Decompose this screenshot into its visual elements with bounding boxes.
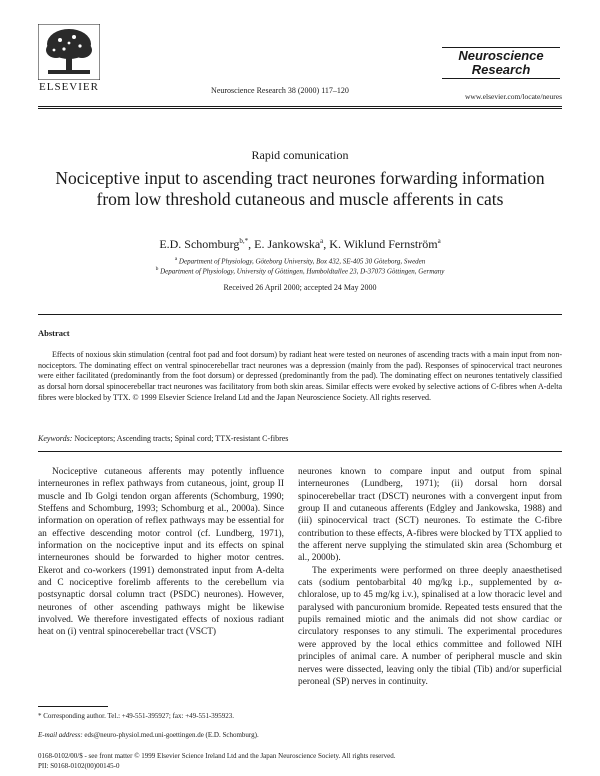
author-name: E.D. Schomburg [159, 237, 240, 251]
affiliation-sup: a [174, 256, 178, 262]
header-divider-2 [38, 108, 562, 109]
body-paragraph: The experiments were performed on three deeply anaesthetised cats (sodium pentobarbital 40 mg/kg i.p., supplemented by α-chloralose, up to 45 mg/kg i.v.), spinalised at a low thoracic level and paralysed with pancuronium bromide. Repeated tests ensured that the pupils remained miotic and the animals did not show cardiac or circulatory responses to any stimuli. The experimental procedures were approved by the local ethics committee and followed NIH principles of animal care. A number of peripheral muscle and skin nerves were dissected, leaving only the tibial (Tib) and/or superficial peroneal (SP) nerves in continuity. [298, 565, 562, 687]
affiliation-sup: b [155, 266, 159, 272]
journal-logo-line2: Research [471, 62, 531, 77]
author-name: K. Wiklund Fernström [329, 237, 438, 251]
abstract-heading: Abstract [38, 328, 70, 338]
elsevier-logo [38, 24, 100, 94]
body-paragraph: neurones known to compare input and output from spinal interneurones (Lundberg, 1971); (ii) dorsal horn dorsal spinocerebellar tract (DSCT) neurones with a convergent input from group II and cutaneous afferents (Edgley and Jankowska, 1988) and (iii) spinocervical tract (SCT) neurones. To estimate the C-fibre contribution to these effects, A-fibres were blocked by TTX applied to the afferent nerve supplying the stimulated skin area (Schomburg et al., 2000b). [298, 467, 562, 564]
article-title: Nociceptive input to ascending tract neurones forwarding information from low threshold cutaneous and muscle afferents in cats [55, 168, 545, 209]
publisher-name: ELSEVIER [39, 81, 99, 93]
received-dates: Received 26 April 2000; accepted 24 May 2000 [223, 283, 377, 292]
affiliation [0, 266, 600, 275]
author-separator: , [323, 237, 330, 251]
journal-logo [442, 46, 560, 80]
article-type: Rapid comunication [251, 148, 349, 162]
affiliation-text: Department of Physiology, University of Göttingen, Humboldtallee 23, D-37073 Göttingen, Germany [158, 267, 445, 276]
footnote-rule [38, 706, 108, 707]
body-paragraph: Nociceptive cutaneous afferents may potently influence interneurones in reflex pathways from cutaneous, joint, group II muscle and Ib Golgi tendon organ afferents (Schomburg, 1990; Steffens and Schomburg, 1993; Schomburg et al., 2000a). Since information on operation of reflex pathways may be essential for an effective descending motor control (cf. Lundberg, 1971), information on the nociceptive input and its effects on spinal interneurones should be forwarded to higher motor centres. Ekerot and co-workers (1991) demonstrated input from A-delta and C nociceptive forelimb afferents to the cerebellum via postsynaptic dorsal column tract (PSDC) neurones). However, neurones of other ascending pathways might be likewise involved. We therefore investigated effects of noxious radiant heat on (i) ventral spinocerebellar tract (VSCT) [38, 467, 284, 638]
author-name: E. Jankowska [254, 237, 321, 251]
body-left-column [38, 466, 284, 639]
abstract-top-rule [38, 314, 562, 315]
author-sup: b,* [239, 237, 249, 245]
affiliation [0, 256, 600, 265]
copyright-line: 0168-0102/00/$ - see front matter © 1999 Elsevier Science Ireland Ltd and the Japan Neuroscience Society. All rights reserved. [38, 752, 396, 760]
author-separator: , [248, 237, 255, 251]
journal-logo-line1: Neuroscience [458, 48, 544, 63]
body-right-column [298, 466, 562, 688]
pii-line: PII: S0168-0102(00)00145-0 [38, 762, 120, 770]
header-divider [38, 106, 562, 107]
abstract-bottom-rule [38, 451, 562, 452]
keywords [38, 434, 562, 443]
email-address[interactable]: eds@neuro-physiol.med.uni-goettingen.de (E.D. Schomburg). [82, 731, 259, 739]
corresponding-author-note: * Corresponding author. Tel.: +49-551-395927; fax: +49-551-395923. [38, 712, 235, 720]
keywords-text: Nociceptors; Ascending tracts; Spinal cord; TTX-resistant C-fibres [72, 434, 289, 443]
affiliation-text: Department of Physiology, Göteborg University, Box 432, SE-405 30 Göteborg, Sweden [177, 257, 426, 266]
email-note [38, 731, 284, 740]
journal-url[interactable]: www.elsevier.com/locate/neures [465, 92, 562, 101]
author-list [0, 237, 600, 252]
elsevier-tree-icon [38, 24, 100, 80]
email-label: E-mail address: [38, 731, 83, 739]
journal-citation: Neuroscience Research 38 (2000) 117–120 [211, 86, 349, 95]
author-sup: a [320, 237, 324, 245]
keywords-label: Keywords: [38, 434, 73, 443]
abstract-text: Effects of noxious skin stimulation (central foot pad and foot dorsum) by radiant heat were tested on neurones of ascending tracts with a main input from non-nociceptors. The dominating effect on ventral spinocerebellar tract neurones was a depression (mainly from the pad). Responses of spinocervical tract neurones were either facilitated (predominantly from the foot dorsum) or depressed (predominantly from the pad). The dominating effect on neurones tentatively classified as dorsal horn dorsal spinocerebellar tract neurones was facilitatory from both skin areas. Similar effects were evoked by selective actions of C-fibres when A-delta fibres were blocked by TTX. © 1999 Elsevier Science Ireland Ltd and the Japan Neuroscience Society. All rights reserved. [38, 350, 562, 402]
author-sup: a [437, 237, 441, 245]
